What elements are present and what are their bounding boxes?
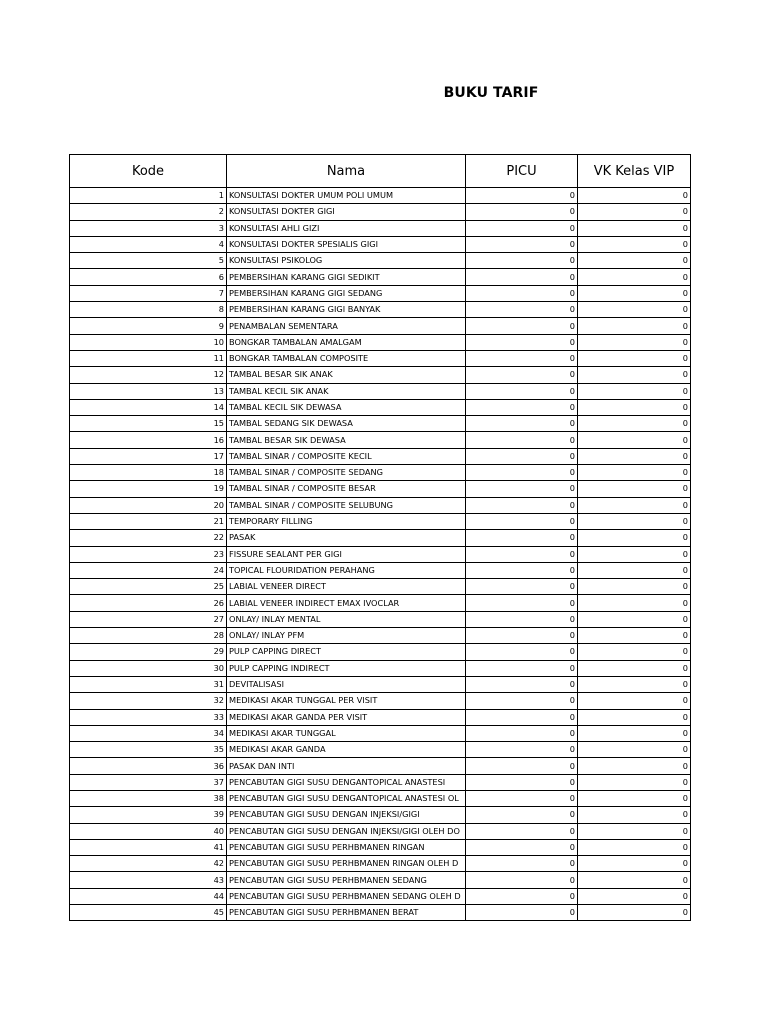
cell-kode: 33 bbox=[70, 709, 227, 725]
cell-kode: 35 bbox=[70, 742, 227, 758]
cell-nama: TAMBAL KECIL SIK DEWASA bbox=[227, 399, 466, 415]
table-row bbox=[70, 725, 691, 741]
table-row bbox=[70, 220, 691, 236]
cell-picu: 0 bbox=[466, 790, 578, 806]
cell-nama: BONGKAR TAMBALAN COMPOSITE bbox=[227, 350, 466, 366]
table-row bbox=[70, 399, 691, 415]
cell-nama: PEMBERSIHAN KARANG GIGI SEDANG bbox=[227, 285, 466, 301]
cell-nama: TAMBAL SINAR / COMPOSITE KECIL bbox=[227, 448, 466, 464]
table-row bbox=[70, 611, 691, 627]
table-row bbox=[70, 432, 691, 448]
cell-nama: PENCABUTAN GIGI SUSU PERHBMANEN SEDANG bbox=[227, 872, 466, 888]
cell-kode: 36 bbox=[70, 758, 227, 774]
cell-vk: 0 bbox=[578, 693, 691, 709]
cell-kode: 10 bbox=[70, 334, 227, 350]
cell-nama: DEVITALISASI bbox=[227, 676, 466, 692]
column-header-picu: PICU bbox=[466, 155, 578, 188]
cell-picu: 0 bbox=[466, 611, 578, 627]
cell-vk: 0 bbox=[578, 383, 691, 399]
cell-nama: PASAK bbox=[227, 530, 466, 546]
cell-vk: 0 bbox=[578, 448, 691, 464]
table-row bbox=[70, 383, 691, 399]
cell-vk: 0 bbox=[578, 856, 691, 872]
cell-vk: 0 bbox=[578, 660, 691, 676]
cell-vk: 0 bbox=[578, 530, 691, 546]
cell-nama: MEDIKASI AKAR TUNGGAL bbox=[227, 725, 466, 741]
cell-vk: 0 bbox=[578, 807, 691, 823]
cell-picu: 0 bbox=[466, 742, 578, 758]
cell-picu: 0 bbox=[466, 905, 578, 921]
table-row bbox=[70, 774, 691, 790]
table-row bbox=[70, 269, 691, 285]
cell-kode: 38 bbox=[70, 790, 227, 806]
cell-nama: ONLAY/ INLAY PFM bbox=[227, 628, 466, 644]
table-row bbox=[70, 530, 691, 546]
cell-vk: 0 bbox=[578, 790, 691, 806]
cell-kode: 39 bbox=[70, 807, 227, 823]
cell-kode: 23 bbox=[70, 546, 227, 562]
cell-nama: PENCABUTAN GIGI SUSU DENGAN INJEKSI/GIGI bbox=[227, 807, 466, 823]
cell-kode: 24 bbox=[70, 562, 227, 578]
cell-nama: TAMBAL BESAR SIK DEWASA bbox=[227, 432, 466, 448]
cell-picu: 0 bbox=[466, 269, 578, 285]
cell-picu: 0 bbox=[466, 693, 578, 709]
table-row bbox=[70, 513, 691, 529]
cell-nama: TAMBAL SINAR / COMPOSITE SELUBUNG bbox=[227, 497, 466, 513]
cell-picu: 0 bbox=[466, 562, 578, 578]
cell-nama: KONSULTASI DOKTER SPESIALIS GIGI bbox=[227, 236, 466, 252]
table-row bbox=[70, 481, 691, 497]
tariff-table bbox=[69, 154, 691, 921]
table-row bbox=[70, 204, 691, 220]
cell-kode: 34 bbox=[70, 725, 227, 741]
table-row bbox=[70, 758, 691, 774]
cell-vk: 0 bbox=[578, 416, 691, 432]
cell-vk: 0 bbox=[578, 546, 691, 562]
cell-nama: PENCABUTAN GIGI SUSU PERHBMANEN RINGAN OLEH D bbox=[227, 856, 466, 872]
cell-picu: 0 bbox=[466, 530, 578, 546]
cell-picu: 0 bbox=[466, 579, 578, 595]
table-row bbox=[70, 448, 691, 464]
cell-vk: 0 bbox=[578, 709, 691, 725]
cell-picu: 0 bbox=[466, 416, 578, 432]
cell-vk: 0 bbox=[578, 220, 691, 236]
cell-kode: 20 bbox=[70, 497, 227, 513]
cell-kode: 6 bbox=[70, 269, 227, 285]
cell-vk: 0 bbox=[578, 350, 691, 366]
cell-picu: 0 bbox=[466, 204, 578, 220]
cell-picu: 0 bbox=[466, 546, 578, 562]
table-row bbox=[70, 790, 691, 806]
cell-kode: 12 bbox=[70, 367, 227, 383]
cell-kode: 30 bbox=[70, 660, 227, 676]
cell-nama: LABIAL VENEER INDIRECT EMAX IVOCLAR bbox=[227, 595, 466, 611]
cell-kode: 3 bbox=[70, 220, 227, 236]
cell-picu: 0 bbox=[466, 888, 578, 904]
cell-kode: 5 bbox=[70, 253, 227, 269]
cell-picu: 0 bbox=[466, 725, 578, 741]
column-header-nama: Nama bbox=[227, 155, 466, 188]
cell-vk: 0 bbox=[578, 318, 691, 334]
cell-vk: 0 bbox=[578, 595, 691, 611]
table-row bbox=[70, 709, 691, 725]
cell-kode: 16 bbox=[70, 432, 227, 448]
cell-nama: BONGKAR TAMBALAN AMALGAM bbox=[227, 334, 466, 350]
cell-picu: 0 bbox=[466, 660, 578, 676]
cell-nama: TAMBAL BESAR SIK ANAK bbox=[227, 367, 466, 383]
table-row bbox=[70, 497, 691, 513]
cell-nama: ONLAY/ INLAY MENTAL bbox=[227, 611, 466, 627]
cell-vk: 0 bbox=[578, 742, 691, 758]
cell-picu: 0 bbox=[466, 823, 578, 839]
cell-vk: 0 bbox=[578, 513, 691, 529]
cell-picu: 0 bbox=[466, 399, 578, 415]
cell-nama: KONSULTASI DOKTER UMUM POLI UMUM bbox=[227, 188, 466, 204]
cell-vk: 0 bbox=[578, 236, 691, 252]
cell-kode: 22 bbox=[70, 530, 227, 546]
cell-kode: 29 bbox=[70, 644, 227, 660]
cell-picu: 0 bbox=[466, 709, 578, 725]
table-row bbox=[70, 318, 691, 334]
cell-picu: 0 bbox=[466, 302, 578, 318]
cell-picu: 0 bbox=[466, 676, 578, 692]
cell-kode: 40 bbox=[70, 823, 227, 839]
table-row bbox=[70, 676, 691, 692]
cell-nama: MEDIKASI AKAR GANDA PER VISIT bbox=[227, 709, 466, 725]
table-row bbox=[70, 823, 691, 839]
column-header-kode: Kode bbox=[70, 155, 227, 188]
cell-kode: 31 bbox=[70, 676, 227, 692]
cell-nama: PENAMBALAN SEMENTARA bbox=[227, 318, 466, 334]
table-row bbox=[70, 367, 691, 383]
cell-picu: 0 bbox=[466, 774, 578, 790]
cell-vk: 0 bbox=[578, 644, 691, 660]
cell-nama: TAMBAL SINAR / COMPOSITE BESAR bbox=[227, 481, 466, 497]
cell-vk: 0 bbox=[578, 204, 691, 220]
cell-kode: 41 bbox=[70, 839, 227, 855]
cell-vk: 0 bbox=[578, 367, 691, 383]
cell-nama: KONSULTASI PSIKOLOG bbox=[227, 253, 466, 269]
cell-vk: 0 bbox=[578, 497, 691, 513]
table-row bbox=[70, 628, 691, 644]
cell-vk: 0 bbox=[578, 774, 691, 790]
table-header-row bbox=[70, 155, 691, 188]
cell-kode: 42 bbox=[70, 856, 227, 872]
table-body bbox=[70, 188, 691, 921]
cell-kode: 26 bbox=[70, 595, 227, 611]
cell-nama: TAMBAL SEDANG SIK DEWASA bbox=[227, 416, 466, 432]
table-row bbox=[70, 253, 691, 269]
table-row bbox=[70, 416, 691, 432]
cell-vk: 0 bbox=[578, 839, 691, 855]
cell-kode: 9 bbox=[70, 318, 227, 334]
cell-kode: 32 bbox=[70, 693, 227, 709]
cell-nama: KONSULTASI DOKTER GIGI bbox=[227, 204, 466, 220]
table-row bbox=[70, 807, 691, 823]
cell-vk: 0 bbox=[578, 399, 691, 415]
cell-picu: 0 bbox=[466, 253, 578, 269]
cell-kode: 13 bbox=[70, 383, 227, 399]
cell-nama: MEDIKASI AKAR GANDA bbox=[227, 742, 466, 758]
cell-vk: 0 bbox=[578, 334, 691, 350]
cell-nama: PENCABUTAN GIGI SUSU DENGANTOPICAL ANASTESI OL bbox=[227, 790, 466, 806]
table-row bbox=[70, 285, 691, 301]
cell-kode: 21 bbox=[70, 513, 227, 529]
cell-kode: 11 bbox=[70, 350, 227, 366]
cell-nama: PULP CAPPING DIRECT bbox=[227, 644, 466, 660]
cell-picu: 0 bbox=[466, 758, 578, 774]
cell-picu: 0 bbox=[466, 318, 578, 334]
cell-nama: PENCABUTAN GIGI SUSU DENGANTOPICAL ANASTESI bbox=[227, 774, 466, 790]
table-row bbox=[70, 660, 691, 676]
cell-picu: 0 bbox=[466, 285, 578, 301]
table-row bbox=[70, 562, 691, 578]
table-row bbox=[70, 350, 691, 366]
cell-picu: 0 bbox=[466, 188, 578, 204]
table-row bbox=[70, 595, 691, 611]
cell-vk: 0 bbox=[578, 823, 691, 839]
cell-nama: TEMPORARY FILLING bbox=[227, 513, 466, 529]
page-title: BUKU TARIF bbox=[443, 85, 539, 101]
cell-vk: 0 bbox=[578, 432, 691, 448]
table-row bbox=[70, 856, 691, 872]
table-row bbox=[70, 546, 691, 562]
cell-picu: 0 bbox=[466, 839, 578, 855]
cell-vk: 0 bbox=[578, 188, 691, 204]
cell-picu: 0 bbox=[466, 350, 578, 366]
cell-picu: 0 bbox=[466, 856, 578, 872]
cell-nama: PENCABUTAN GIGI SUSU PERHBMANEN RINGAN bbox=[227, 839, 466, 855]
cell-kode: 4 bbox=[70, 236, 227, 252]
table-row bbox=[70, 839, 691, 855]
cell-picu: 0 bbox=[466, 432, 578, 448]
cell-kode: 19 bbox=[70, 481, 227, 497]
cell-picu: 0 bbox=[466, 383, 578, 399]
cell-kode: 27 bbox=[70, 611, 227, 627]
cell-picu: 0 bbox=[466, 236, 578, 252]
table-row bbox=[70, 302, 691, 318]
cell-nama: TOPICAL FLOURIDATION PERAHANG bbox=[227, 562, 466, 578]
table-row bbox=[70, 742, 691, 758]
cell-vk: 0 bbox=[578, 725, 691, 741]
cell-vk: 0 bbox=[578, 579, 691, 595]
cell-nama: TAMBAL KECIL SIK ANAK bbox=[227, 383, 466, 399]
cell-kode: 17 bbox=[70, 448, 227, 464]
cell-picu: 0 bbox=[466, 465, 578, 481]
cell-kode: 25 bbox=[70, 579, 227, 595]
cell-nama: PENCABUTAN GIGI SUSU PERHBMANEN BERAT bbox=[227, 905, 466, 921]
cell-nama: PEMBERSIHAN KARANG GIGI SEDIKIT bbox=[227, 269, 466, 285]
cell-picu: 0 bbox=[466, 220, 578, 236]
cell-picu: 0 bbox=[466, 448, 578, 464]
cell-vk: 0 bbox=[578, 888, 691, 904]
cell-nama: MEDIKASI AKAR TUNGGAL PER VISIT bbox=[227, 693, 466, 709]
cell-nama: KONSULTASI AHLI GIZI bbox=[227, 220, 466, 236]
cell-vk: 0 bbox=[578, 285, 691, 301]
cell-vk: 0 bbox=[578, 465, 691, 481]
cell-picu: 0 bbox=[466, 644, 578, 660]
cell-kode: 7 bbox=[70, 285, 227, 301]
cell-nama: PENCABUTAN GIGI SUSU PERHBMANEN SEDANG OLEH D bbox=[227, 888, 466, 904]
cell-kode: 1 bbox=[70, 188, 227, 204]
cell-vk: 0 bbox=[578, 269, 691, 285]
cell-vk: 0 bbox=[578, 611, 691, 627]
cell-vk: 0 bbox=[578, 481, 691, 497]
cell-nama: TAMBAL SINAR / COMPOSITE SEDANG bbox=[227, 465, 466, 481]
cell-nama: LABIAL VENEER DIRECT bbox=[227, 579, 466, 595]
cell-vk: 0 bbox=[578, 905, 691, 921]
table-row bbox=[70, 872, 691, 888]
cell-nama: FISSURE SEALANT PER GIGI bbox=[227, 546, 466, 562]
cell-picu: 0 bbox=[466, 595, 578, 611]
cell-nama: PEMBERSIHAN KARANG GIGI BANYAK bbox=[227, 302, 466, 318]
cell-vk: 0 bbox=[578, 676, 691, 692]
cell-kode: 18 bbox=[70, 465, 227, 481]
table-row bbox=[70, 465, 691, 481]
cell-kode: 2 bbox=[70, 204, 227, 220]
cell-nama: PENCABUTAN GIGI SUSU DENGAN INJEKSI/GIGI OLEH DO bbox=[227, 823, 466, 839]
cell-picu: 0 bbox=[466, 628, 578, 644]
table-row bbox=[70, 334, 691, 350]
cell-nama: PULP CAPPING INDIRECT bbox=[227, 660, 466, 676]
cell-picu: 0 bbox=[466, 334, 578, 350]
cell-picu: 0 bbox=[466, 481, 578, 497]
cell-kode: 28 bbox=[70, 628, 227, 644]
cell-picu: 0 bbox=[466, 807, 578, 823]
cell-nama: PASAK DAN INTI bbox=[227, 758, 466, 774]
cell-kode: 15 bbox=[70, 416, 227, 432]
table-row bbox=[70, 888, 691, 904]
table-row bbox=[70, 188, 691, 204]
cell-kode: 44 bbox=[70, 888, 227, 904]
cell-vk: 0 bbox=[578, 872, 691, 888]
column-header-vk: VK Kelas VIP bbox=[578, 155, 691, 188]
table-row bbox=[70, 644, 691, 660]
cell-vk: 0 bbox=[578, 302, 691, 318]
table-row bbox=[70, 905, 691, 921]
cell-picu: 0 bbox=[466, 872, 578, 888]
cell-kode: 8 bbox=[70, 302, 227, 318]
table-row bbox=[70, 693, 691, 709]
table-row bbox=[70, 236, 691, 252]
table-row bbox=[70, 579, 691, 595]
cell-kode: 37 bbox=[70, 774, 227, 790]
cell-kode: 14 bbox=[70, 399, 227, 415]
cell-vk: 0 bbox=[578, 562, 691, 578]
cell-kode: 45 bbox=[70, 905, 227, 921]
cell-picu: 0 bbox=[466, 497, 578, 513]
cell-vk: 0 bbox=[578, 253, 691, 269]
cell-picu: 0 bbox=[466, 513, 578, 529]
cell-picu: 0 bbox=[466, 367, 578, 383]
cell-vk: 0 bbox=[578, 628, 691, 644]
cell-vk: 0 bbox=[578, 758, 691, 774]
cell-kode: 43 bbox=[70, 872, 227, 888]
